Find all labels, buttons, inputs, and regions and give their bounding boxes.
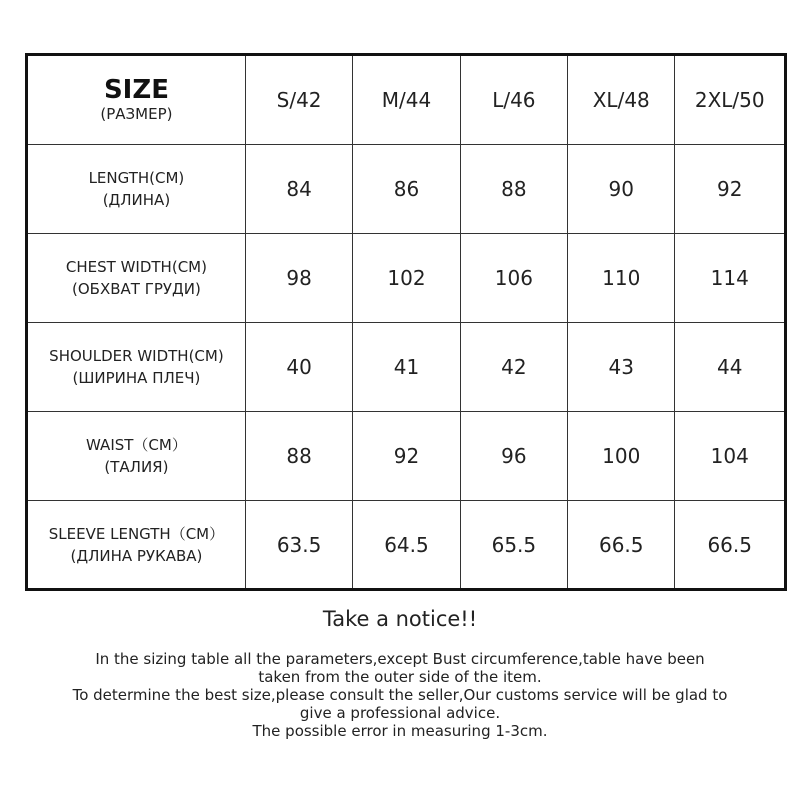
parameter-label-ru: (ДЛИНА)	[102, 191, 171, 209]
measurement-value: 92	[353, 412, 460, 501]
table-row-length	[27, 145, 786, 234]
parameter-label-ru: (ТАЛИЯ)	[104, 458, 169, 476]
measurement-value: 110	[568, 234, 675, 323]
measurement-value: 114	[675, 234, 786, 323]
table-row-sleeve-length	[27, 501, 786, 590]
parameter-label-cell	[27, 145, 246, 234]
size-column-header: M/44	[353, 55, 460, 145]
parameter-label-cell	[27, 501, 246, 590]
notice-line: taken from the outer side of the item.	[258, 668, 542, 686]
measurement-value: 102	[353, 234, 460, 323]
notice-line: In the sizing table all the parameters,except Bust circumference,table have been	[95, 650, 705, 668]
parameter-label-en: WAIST（CM）	[86, 436, 187, 454]
measurement-value: 86	[353, 145, 460, 234]
size-title: SIZE	[103, 75, 169, 105]
measurement-value: 106	[460, 234, 567, 323]
notice-line: give a professional advice.	[299, 704, 501, 722]
size-header-cell	[27, 55, 246, 145]
size-column-header: L/46	[460, 55, 567, 145]
size-subtitle: (РАЗМЕР)	[100, 105, 173, 123]
notice-body	[20, 650, 780, 740]
notice-title: Take a notice!!	[322, 607, 478, 631]
measurement-value: 88	[245, 412, 352, 501]
measurement-value: 66.5	[675, 501, 786, 590]
measurement-value: 88	[460, 145, 567, 234]
parameter-label-en: CHEST WIDTH(CM)	[65, 258, 207, 276]
measurement-value: 92	[675, 145, 786, 234]
parameter-label-en: SHOULDER WIDTH(CM)	[49, 347, 224, 365]
measurement-value: 98	[245, 234, 352, 323]
size-column-header: 2XL/50	[675, 55, 786, 145]
measurement-value: 66.5	[568, 501, 675, 590]
size-column-header: S/42	[245, 55, 352, 145]
measurement-value: 104	[675, 412, 786, 501]
header-row	[27, 55, 786, 145]
measurement-value: 90	[568, 145, 675, 234]
measurement-value: 64.5	[353, 501, 460, 590]
parameter-label-ru: (ШИРИНА ПЛЕЧ)	[72, 369, 201, 387]
measurement-value: 84	[245, 145, 352, 234]
parameter-label-cell	[27, 323, 246, 412]
table-row-shoulder-width	[27, 323, 786, 412]
size-chart-table	[25, 53, 787, 591]
measurement-value: 63.5	[245, 501, 352, 590]
notice-line: The possible error in measuring 1-3cm.	[252, 722, 548, 740]
parameter-label-en: SLEEVE LENGTH（CM）	[48, 524, 225, 543]
parameter-label-ru: (ОБХВАТ ГРУДИ)	[72, 280, 201, 298]
measurement-value: 100	[568, 412, 675, 501]
measurement-value: 44	[675, 323, 786, 412]
parameter-label-cell	[27, 412, 246, 501]
measurement-value: 40	[245, 323, 352, 412]
parameter-label-en: LENGTH(CM)	[88, 169, 185, 187]
parameter-label-ru: (ДЛИНА РУКАВА)	[70, 546, 203, 565]
table-row-chest-width	[27, 234, 786, 323]
measurement-value: 41	[353, 323, 460, 412]
parameter-label-cell	[27, 234, 246, 323]
notice-line: To determine the best size,please consult the seller,Our customs service will be glad to	[72, 686, 728, 704]
measurement-value: 42	[460, 323, 567, 412]
size-column-header: XL/48	[568, 55, 675, 145]
measurement-value: 43	[568, 323, 675, 412]
measurement-value: 96	[460, 412, 567, 501]
table-row-waist	[27, 412, 786, 501]
measurement-value: 65.5	[460, 501, 567, 590]
